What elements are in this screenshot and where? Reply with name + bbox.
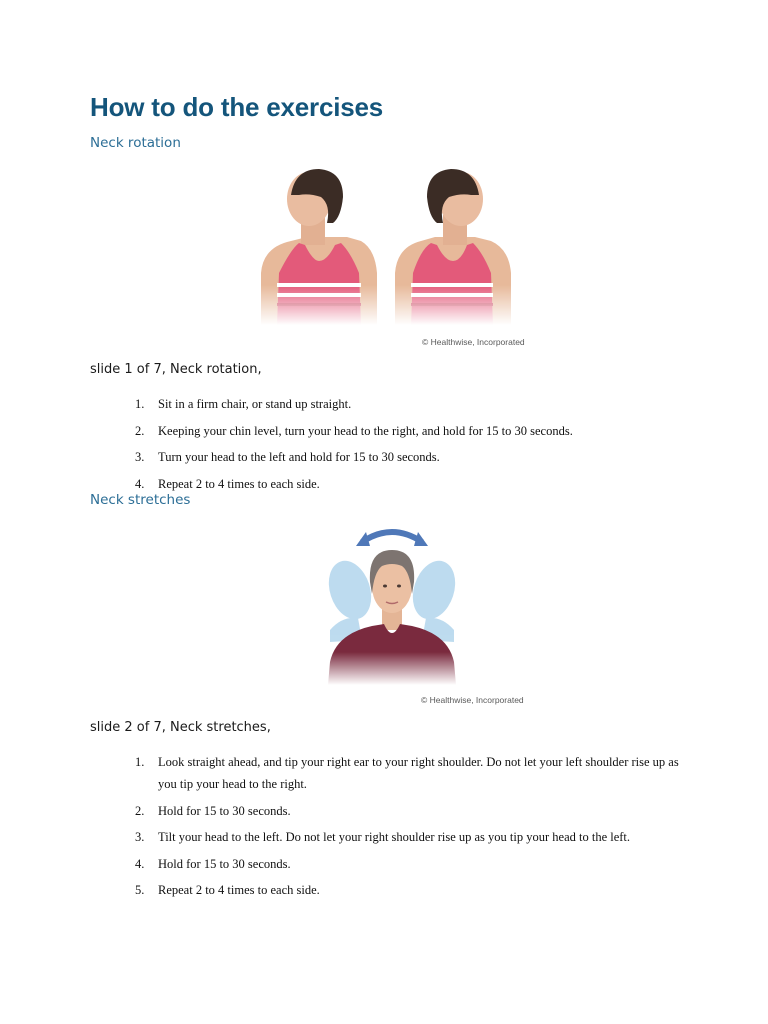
list-item: 5. Repeat 2 to 4 times to each side. <box>135 883 320 897</box>
list-item: 4. Hold for 15 to 30 seconds. <box>135 856 291 871</box>
list-item: 1. Look straight ahead, and tip your right ear to your right shoulder. Do not let your left shoulder rise up as you tip your head to the right. <box>135 755 679 791</box>
list-item: 1. Sit in a firm chair, or stand up straight. <box>135 397 352 411</box>
list-item: 4. Repeat 2 to 4 times to each side. <box>135 476 320 491</box>
neck-rotation-illustration <box>255 165 515 325</box>
neck-stretches-steps <box>90 751 690 906</box>
list-item: 3. Turn your head to the left and hold for 15 to 30 seconds. <box>135 450 440 464</box>
section-heading-neck-rotation: Neck rotation <box>90 135 181 151</box>
image-credit: © Healthwise, Incorporated <box>421 695 524 705</box>
list-item: 2. Keeping your chin level, turn your head to the right, and hold for 15 to 30 seconds. <box>135 423 573 438</box>
list-item: 3. Tilt your head to the left. Do not let your right shoulder rise up as you tip your head to the left. <box>135 830 631 844</box>
slide-caption: slide 1 of 7, Neck rotation, <box>90 362 262 377</box>
page-title: How to do the exercises <box>90 92 384 122</box>
neck-rotation-steps <box>90 393 690 499</box>
neck-stretches-illustration <box>322 520 462 685</box>
section-heading-neck-stretches: Neck stretches <box>90 492 191 508</box>
image-credit: © Healthwise, Incorporated <box>422 337 525 347</box>
list-item: 2. Hold for 15 to 30 seconds. <box>135 803 291 818</box>
slide-caption: slide 2 of 7, Neck stretches, <box>90 720 271 735</box>
